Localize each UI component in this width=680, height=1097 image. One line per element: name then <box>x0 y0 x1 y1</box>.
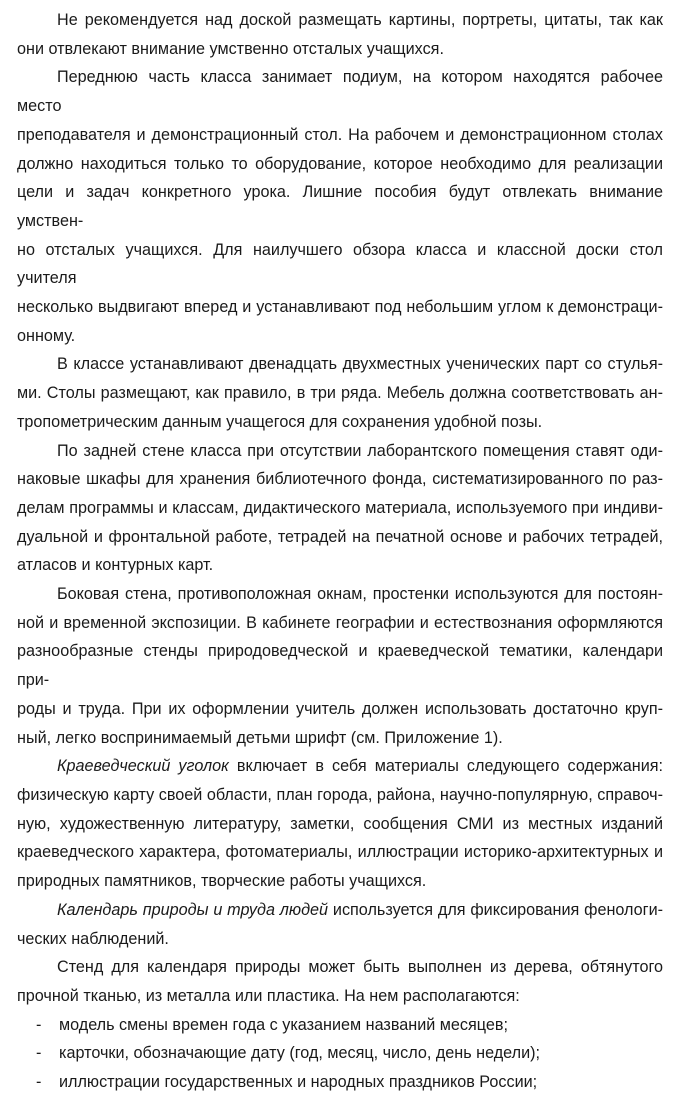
text-line: ной и временной экспозиции. В кабинете географии и естествознания оформляются <box>17 613 663 632</box>
text-line: должно находиться только то оборудование, которое необходимо для реализации <box>17 154 663 173</box>
text-line: используется для фиксирования фенологи- <box>328 900 664 919</box>
text-line: наковые шкафы для хранения библиотечного фонда, систематизированного по раз- <box>17 470 663 489</box>
text-line: В классе устанавливают двенадцать двухместных ученических парт со стулья- <box>57 355 663 374</box>
text-line: физическую карту своей области, план города, района, научно-популярную, справоч- <box>17 785 663 804</box>
text-line: природных памятников, творческие работы учащихся. <box>17 872 427 891</box>
list-item-text: иллюстрации государственных и народных праздников России; <box>59 1073 538 1092</box>
paragraph-5 <box>17 580 663 752</box>
text-line: включает в себя материалы следующего содержания: <box>228 757 664 776</box>
text-line: онному. <box>17 326 76 345</box>
text-line: прочной тканью, из металла или пластика. На нем располагаются: <box>17 986 520 1005</box>
text-line: ческих наблюдений. <box>17 929 169 948</box>
text-line: но отсталых учащихся. Для наилучшего обзора класса и классной доски стол учителя <box>17 240 663 288</box>
bulleted-list <box>17 1011 663 1097</box>
list-item <box>17 1068 663 1097</box>
dash-bullet: - <box>36 1044 42 1063</box>
text-line: ный, легко воспринимаемый детьми шрифт (см. Приложение 1). <box>17 728 503 747</box>
list-item <box>17 1011 663 1040</box>
paragraph-2 <box>17 63 663 350</box>
text-line: роды и труда. При их оформлении учитель должен использовать достаточно круп- <box>17 699 663 718</box>
text-line: ми. Столы размещают, как правило, в три ряда. Мебель должна соответствовать ан- <box>17 384 663 403</box>
list-item-text: карточки, обозначающие дату (год, месяц, число, день недели); <box>59 1044 541 1063</box>
text-line: Стенд для календаря природы может быть выполнен из дерева, обтянутого <box>57 958 663 977</box>
text-line: Переднюю часть класса занимает подиум, на котором находятся рабочее место <box>17 68 663 116</box>
list-item-text: модель смены времен года с указанием названий месяцев; <box>59 1015 508 1034</box>
text-line: краеведческого характера, фотоматериалы, иллюстрации историко-архитектурных и <box>17 843 663 862</box>
text-line: ную, художественную литературу, заметки, сообщения СМИ из местных изданий <box>17 814 663 833</box>
dash-bullet: - <box>36 1015 42 1034</box>
italic-term: Календарь природы и труда людей <box>57 900 329 919</box>
text-line: Боковая стена, противоположная окнам, простенки используются для постоян- <box>57 585 663 604</box>
italic-term: Краеведческий уголок <box>57 757 229 776</box>
paragraph-4 <box>17 437 663 581</box>
text-line: тропометрическим данным учащегося для сохранения удобной позы. <box>17 412 543 431</box>
paragraph-7 <box>17 896 663 953</box>
paragraph-3 <box>17 350 663 436</box>
text-line: цели и задач конкретного урока. Лишние пособия будут отвлекать внимание умствен- <box>17 183 663 230</box>
paragraph-1 <box>17 6 663 63</box>
text-line: несколько выдвигают вперед и устанавливают под небольшим углом к демонстраци- <box>17 298 663 317</box>
dash-bullet: - <box>36 1073 42 1092</box>
text-line: преподавателя и демонстрационный стол. На рабочем и демонстрационном столах <box>17 125 663 144</box>
text-line: Не рекомендуется над доской размещать картины, портреты, цитаты, так как <box>57 11 663 29</box>
text-line: делам программы и классам, дидактического материала, используемого при индиви- <box>17 498 663 517</box>
text-line: дуальной и фронтальной работе, тетрадей на печатной основе и рабочих тетрадей, <box>17 527 663 546</box>
list-item <box>17 1039 663 1068</box>
text-line: атласов и контурных карт. <box>17 556 214 575</box>
text-line: По задней стене класса при отсутствии лаборантского помещения ставят оди- <box>57 441 663 460</box>
text-line: они отвлекают внимание умственно отсталых учащихся. <box>17 39 444 58</box>
text-line: разнообразные стенды природоведческой и краеведческой тематики, календари при- <box>17 642 663 690</box>
paragraph-6 <box>17 752 663 896</box>
